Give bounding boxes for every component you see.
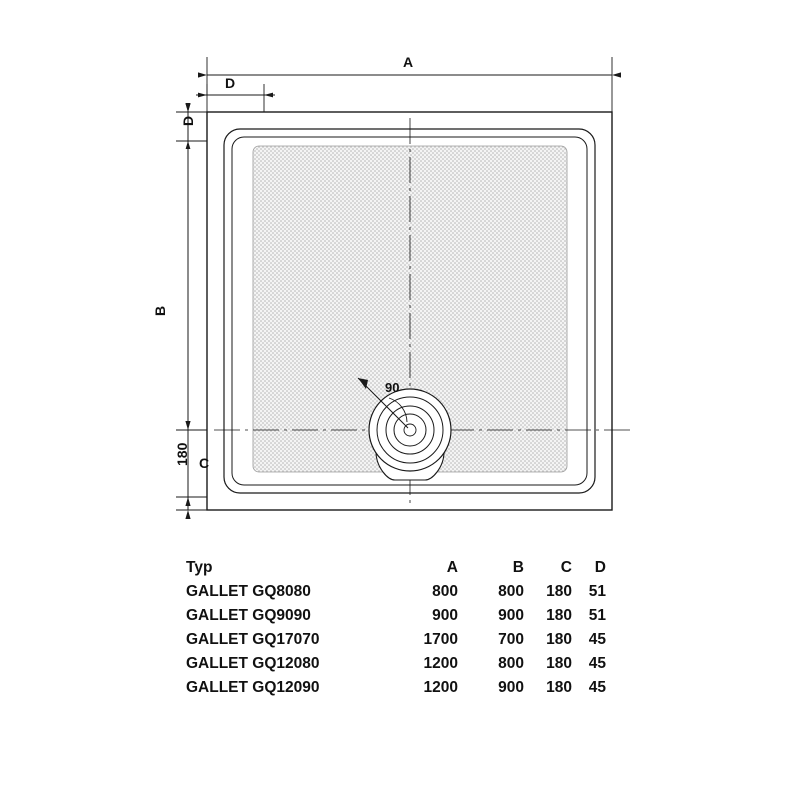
cell-a: 1200 (423, 655, 458, 672)
cell-typ: GALLET GQ12090 (186, 679, 320, 696)
header-d: D (594, 559, 606, 576)
cell-typ: GALLET GQ8080 (186, 583, 311, 600)
cell-b: 900 (498, 607, 524, 624)
cell-d: 51 (588, 583, 606, 600)
cell-d: 45 (588, 679, 606, 696)
cell-a: 1700 (423, 631, 458, 648)
cell-b: 800 (498, 655, 524, 672)
label-angle-90: 90 (385, 380, 400, 395)
header-c: C (560, 559, 572, 576)
table-row (186, 676, 606, 700)
cell-c: 180 (546, 679, 572, 696)
header-typ: Typ (186, 559, 213, 576)
specification-table (186, 556, 606, 700)
drain-outlet (369, 389, 451, 480)
cell-typ: GALLET GQ17070 (186, 631, 320, 648)
cell-a: 1200 (423, 679, 458, 696)
table-row (186, 652, 606, 676)
label-d-top: D (225, 75, 236, 91)
table-row (186, 628, 606, 652)
cell-d: 51 (588, 607, 606, 624)
header-a: A (446, 559, 458, 576)
label-a: A (403, 54, 414, 70)
cell-a: 800 (432, 583, 458, 600)
table-row (186, 604, 606, 628)
cell-b: 700 (498, 631, 524, 648)
cell-a: 900 (432, 607, 458, 624)
cell-c: 180 (546, 655, 572, 672)
header-b: B (512, 559, 524, 576)
cell-b: 800 (498, 583, 524, 600)
cell-d: 45 (588, 631, 606, 648)
cell-b: 900 (498, 679, 524, 696)
cell-c: 180 (546, 583, 572, 600)
label-180: 180 (174, 442, 190, 466)
cell-c: 180 (546, 607, 572, 624)
cell-c: 180 (546, 631, 572, 648)
table-header-row (186, 556, 606, 580)
label-d-left: D (180, 115, 196, 126)
table-row (186, 580, 606, 604)
cell-typ: GALLET GQ9090 (186, 607, 311, 624)
label-c: C (199, 455, 210, 471)
cell-typ: GALLET GQ12080 (186, 655, 320, 672)
dimension-d-top (196, 93, 275, 98)
label-b: B (152, 305, 168, 316)
cell-d: 45 (588, 655, 606, 672)
